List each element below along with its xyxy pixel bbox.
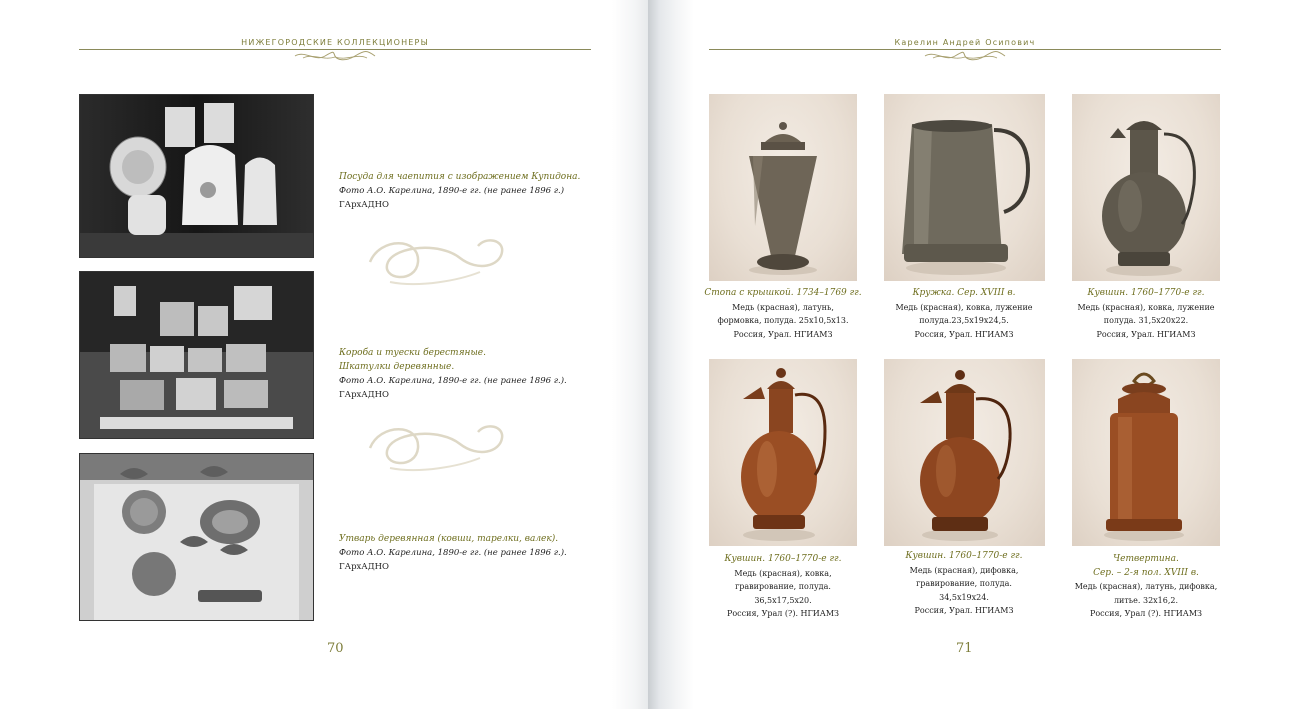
caption-title: Утварь деревянная (ковши, тарелки, валек).	[339, 534, 559, 544]
item-line: Медь (красная), латунь, дифовка,	[1074, 582, 1218, 591]
photo-copper-jug-1	[709, 359, 857, 546]
photo-tea-set	[79, 94, 314, 258]
item-line: полуда.23,5x19x24,5.	[919, 316, 1009, 325]
caption-item-4	[703, 553, 863, 621]
caption-line: ГАрхАДНО	[339, 390, 390, 400]
caption-tea-set	[339, 170, 609, 212]
caption-title: Шкатулки деревянные.	[339, 362, 455, 372]
item-line: Россия, Урал. НГИАМЗ	[914, 606, 1014, 615]
item-title: Кувшин. 1760–1770-е гг.	[724, 554, 842, 564]
item-title: Кувшин. 1760–1770-е гг.	[905, 551, 1023, 561]
item-line: формовка, полуда. 25x10,5x13.	[717, 316, 849, 325]
ornament-right	[923, 50, 1007, 62]
photo-chetvertina	[1072, 359, 1220, 546]
item-line: Россия, Урал. НГИАМЗ	[733, 329, 833, 339]
item-title-line-2: Сер. – 2-я пол. XVIII в.	[1093, 567, 1199, 578]
item-line: гравирование, полуда.	[735, 582, 831, 591]
item-line: полуда. 31,5x20x22.	[1103, 316, 1189, 325]
caption-item-1	[703, 287, 863, 341]
caption-birch-boxes	[339, 346, 609, 402]
item-line: литье. 32x16,2.	[1113, 595, 1179, 605]
photo-birch-boxes	[79, 271, 314, 439]
gutter-shadow-left	[612, 0, 650, 709]
item-line: 36,5x17,5x20.	[754, 595, 812, 605]
caption-item-3	[1066, 287, 1226, 341]
caption-item-6	[1066, 553, 1226, 621]
running-head-left: НИЖЕГОРОДСКИЕ КОЛЛЕКЦИОНЕРЫ	[241, 38, 429, 47]
caption-title: Посуда для чаепития с изображением Купидона.	[339, 172, 581, 182]
item-line: Медь (красная), ковка,	[734, 568, 832, 578]
photo-copper-jug-2	[884, 359, 1045, 546]
page-number-left: 70	[327, 641, 344, 656]
item-line: Россия, Урал (?). НГИАМЗ	[1089, 609, 1203, 618]
item-title: Кружка. Сер. XVIII в.	[912, 288, 1016, 298]
item-line: Медь (красная), дифовка,	[909, 565, 1019, 575]
caption-line: Фото А.О. Карелина, 1890-е гг. (не ранее 1896 г.).	[339, 376, 567, 386]
item-line: Россия, Урал. НГИАМЗ	[914, 329, 1014, 339]
item-title: Стопа с крышкой. 1734–1769 гг.	[704, 288, 862, 298]
caption-line: ГАрхАДНО	[339, 562, 390, 572]
photo-tankard	[884, 94, 1045, 281]
item-line: Медь (красная), латунь,	[732, 302, 834, 312]
item-line: гравирование, полуда.	[916, 579, 1012, 588]
item-line: Россия, Урал (?). НГИАМЗ	[726, 609, 840, 618]
item-title: Четвертина.	[1113, 554, 1179, 564]
decorative-swirl	[360, 232, 510, 292]
caption-line: Фото А.О. Карелина, 1890-е гг. (не ранее 1896 г.)	[339, 186, 565, 196]
page-number-right: 71	[956, 641, 973, 656]
running-head-right: Карелин Андрей Осипович	[894, 38, 1036, 47]
caption-item-2	[884, 287, 1044, 341]
item-line: 34,5x19x24.	[939, 592, 989, 602]
caption-line: Фото А.О. Карелина, 1890-е гг. (не ранее 1896 г.).	[339, 548, 567, 558]
item-line: Медь (красная), ковка, лужение	[1077, 302, 1215, 312]
caption-title: Короба и туески берестяные.	[339, 348, 486, 358]
item-title: Кувшин. 1760–1770-е гг.	[1087, 288, 1205, 298]
decorative-swirl	[360, 418, 510, 478]
photo-wooden-utensils	[79, 453, 314, 621]
photo-stopa-with-lid	[709, 94, 857, 281]
right-page	[650, 0, 1300, 709]
item-line: Россия, Урал. НГИАМЗ	[1096, 329, 1196, 339]
photo-jug-pewter	[1072, 94, 1220, 281]
item-line: Медь (красная), ковка, лужение	[895, 302, 1033, 312]
caption-wooden-utensils	[339, 532, 609, 574]
caption-item-5	[884, 550, 1044, 618]
ornament-left	[293, 50, 377, 62]
caption-line: ГАрхАДНО	[339, 200, 390, 210]
